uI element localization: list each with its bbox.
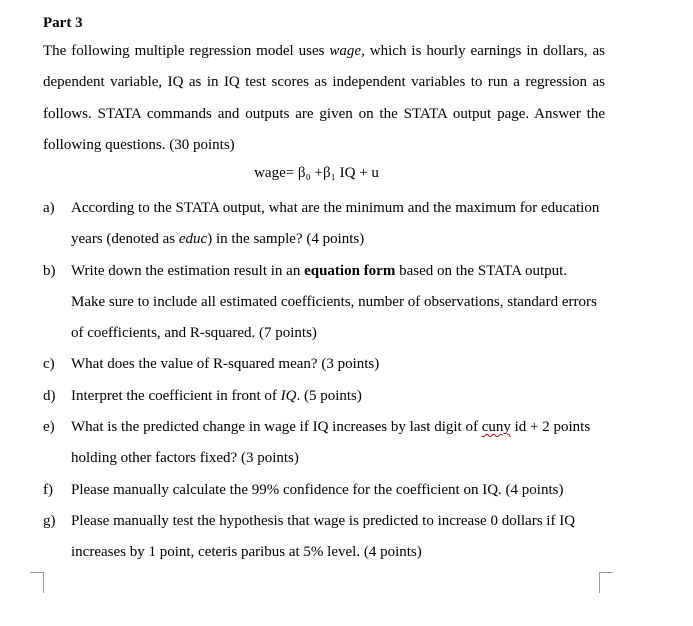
- question-text: Please manually calculate the 99% confidence for the coefficient on IQ. (4 points): [71, 481, 564, 498]
- question-letter: c): [43, 356, 55, 373]
- question-emphasis: IQ: [280, 387, 297, 404]
- margin-corner-left: [30, 572, 44, 593]
- question-text: id + 2 points holding other factors fixed? (3 points): [71, 419, 591, 467]
- question-text: based on the STATA output. Make sure to include all estimated coefficients, number of observations, standard errors of coefficients, and R-squared. (7 points): [71, 262, 597, 342]
- question-text: Please manually test the hypothesis that wage is predicted to increase 0 dollars if IQ increases by 1 point, ceteris paribus at 5% level. (4 points): [71, 512, 576, 561]
- intro-text-1: The following multiple regression model uses: [43, 43, 330, 59]
- question-text: What is the predicted change in wage if IQ increases by last digit of: [71, 419, 482, 436]
- question-letter: f): [43, 481, 53, 498]
- question-text: According to the STATA output, what are the minimum and the maximum for education years (denoted as: [71, 200, 600, 248]
- question-text: ) in the sample? (4 points): [207, 231, 365, 248]
- question-text: . (5 points): [296, 387, 362, 404]
- spellcheck-word: cuny: [481, 419, 511, 436]
- question-text: Write down the estimation result in an: [71, 262, 305, 279]
- question-letter: a): [43, 200, 55, 216]
- question-g: [43, 506, 603, 569]
- question-text: What does the value of R-squared mean? (3 points): [71, 356, 380, 373]
- question-c: [43, 349, 603, 380]
- section-title: Part 3: [43, 15, 83, 31]
- question-list: [43, 193, 603, 569]
- intro-variable-wage: wage: [329, 43, 362, 59]
- question-f: [43, 475, 603, 506]
- intro-text-2: , which is hourly earnings in dollars, as dependent variable, IQ as in IQ test scores as independent variables to run a regression as follows. STATA commands and outputs are given on the STATA output page. Answer the following questions. (30 points): [43, 43, 605, 153]
- question-e: [43, 412, 603, 475]
- regression-equation: wage= β₀ +β₁ IQ + u: [254, 165, 379, 181]
- question-text: Interpret the coefficient in front of: [71, 387, 281, 404]
- question-letter: d): [43, 387, 56, 404]
- question-a: [43, 193, 603, 256]
- question-bold: equation form: [304, 262, 396, 279]
- question-emphasis: educ: [178, 231, 208, 248]
- intro-paragraph: [43, 36, 605, 161]
- margin-corner-right: [599, 572, 613, 593]
- question-letter: g): [43, 512, 56, 529]
- question-letter: b): [43, 262, 56, 279]
- question-d: [43, 381, 603, 412]
- question-b: [43, 256, 603, 350]
- question-letter: e): [43, 419, 55, 436]
